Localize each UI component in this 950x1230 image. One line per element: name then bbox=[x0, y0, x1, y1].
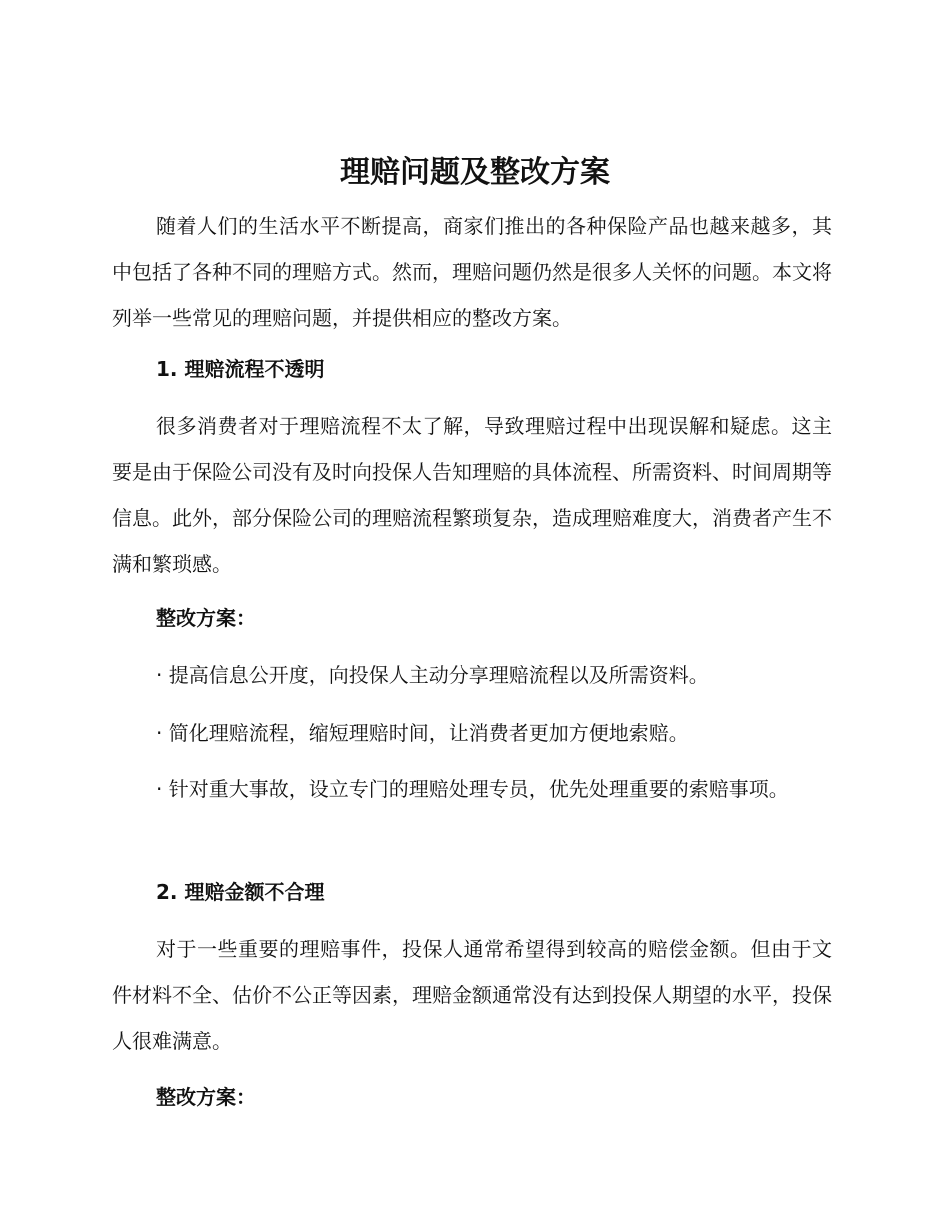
section-2-solution-label: 整改方案： bbox=[156, 1085, 256, 1109]
section-1-bullet-1: · 提高信息公开度，向投保人主动分享理赔流程以及所需资料。 bbox=[156, 663, 709, 687]
document-title: 理赔问题及整改方案 bbox=[340, 155, 610, 190]
section-1-bullet-3: · 针对重大事故，设立专门的理赔处理专员，优先处理重要的索赔事项。 bbox=[156, 777, 789, 801]
section-1-solution-label: 整改方案： bbox=[156, 606, 256, 630]
section-1-bullet-2: · 简化理赔流程，缩短理赔时间，让消费者更加方便地索赔。 bbox=[156, 721, 689, 745]
section-2-body: 对于一些重要的理赔事件，投保人通常希望得到较高的赔偿金额。但由于文件材料不全、估价不公正等因素，理赔金额通常没有达到投保人期望的水平，投保人很难满意。 bbox=[112, 937, 832, 1053]
section-2-heading: 2. 理赔金额不合理 bbox=[156, 880, 325, 904]
section-1-body: 很多消费者对于理赔流程不太了解，导致理赔过程中出现误解和疑虑。这主要是由于保险公司没有及时向投保人告知理赔的具体流程、所需资料、时间周期等信息。此外，部分保险公司的理赔流程繁琐复杂，造成理赔难度大，消费者产生不满和繁琐感。 bbox=[112, 414, 832, 576]
section-1-heading: 1. 理赔流程不透明 bbox=[156, 357, 325, 381]
intro-paragraph: 随着人们的生活水平不断提高，商家们推出的各种保险产品也越来越多，其中包括了各种不同的理赔方式。然而，理赔问题仍然是很多人关怀的问题。本文将列举一些常见的理赔问题，并提供相应的整改方案。 bbox=[112, 214, 832, 330]
